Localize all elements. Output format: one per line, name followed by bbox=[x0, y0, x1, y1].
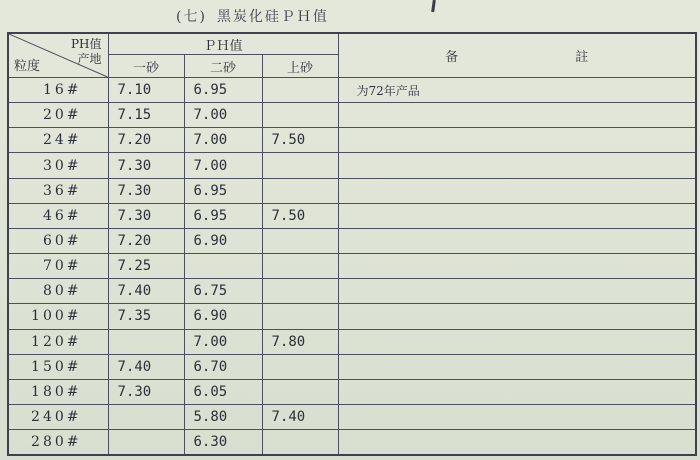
ph-shanghai-cell: 7.40 bbox=[262, 405, 338, 430]
ph-second-cell: 6.95 bbox=[184, 203, 262, 228]
ph-first-cell: 7.10 bbox=[108, 78, 184, 103]
table-row bbox=[8, 78, 696, 103]
ph-second-cell: 6.70 bbox=[184, 354, 262, 379]
ph-first-cell: 7.30 bbox=[108, 379, 184, 404]
ph-first-cell: 7.35 bbox=[108, 304, 184, 329]
ph-first-cell: 7.15 bbox=[108, 103, 184, 128]
ph-shanghai-cell bbox=[262, 354, 338, 379]
note-cell bbox=[338, 178, 696, 203]
ph-second-cell: 7.00 bbox=[184, 153, 262, 178]
ph-second-cell: 6.05 bbox=[184, 379, 262, 404]
grain-cell: 150# bbox=[8, 354, 108, 379]
ph-shanghai-cell: 7.50 bbox=[262, 203, 338, 228]
ph-second-cell: 7.00 bbox=[184, 103, 262, 128]
ph-second-cell: 6.90 bbox=[184, 304, 262, 329]
title-number: (七) bbox=[176, 9, 207, 25]
ph-second-cell: 6.95 bbox=[184, 178, 262, 203]
ph-second-cell: 6.90 bbox=[184, 228, 262, 253]
ph-shanghai-cell bbox=[262, 228, 338, 253]
grain-cell: 280# bbox=[8, 430, 108, 455]
grain-cell: 80# bbox=[8, 279, 108, 304]
table-title bbox=[176, 6, 329, 26]
note-cell bbox=[338, 254, 696, 279]
note-cell bbox=[338, 379, 696, 404]
ph-first-cell bbox=[108, 430, 184, 455]
grain-cell: 60# bbox=[8, 228, 108, 253]
table-row bbox=[8, 178, 696, 203]
col-header-shanghai: 上砂 bbox=[262, 55, 338, 78]
note-cell: 为72年产品 bbox=[338, 78, 696, 103]
table-row bbox=[8, 304, 696, 329]
ph-first-cell bbox=[108, 405, 184, 430]
corner-origin-label: 产地 bbox=[77, 52, 102, 66]
corner-grain-label: 粒度 bbox=[14, 59, 41, 74]
note-cell bbox=[338, 329, 696, 354]
note-cell bbox=[338, 128, 696, 153]
note-cell bbox=[338, 153, 696, 178]
table-row bbox=[8, 153, 696, 178]
table-row bbox=[8, 329, 696, 354]
note-cell bbox=[338, 304, 696, 329]
ph-first-cell: 7.20 bbox=[108, 128, 184, 153]
table-row bbox=[8, 228, 696, 253]
ph-shanghai-cell: 7.80 bbox=[262, 329, 338, 354]
ph-second-cell: 5.80 bbox=[184, 405, 262, 430]
ph-first-cell: 7.30 bbox=[108, 203, 184, 228]
table-row bbox=[8, 128, 696, 153]
header-row-1 bbox=[8, 33, 696, 55]
note-cell bbox=[338, 203, 696, 228]
grain-cell: 120# bbox=[8, 329, 108, 354]
ph-group-header: ＰＨ值 bbox=[108, 33, 338, 55]
ph-shanghai-cell bbox=[262, 304, 338, 329]
table-row bbox=[8, 254, 696, 279]
header-corner-cell bbox=[8, 33, 108, 78]
ph-shanghai-cell bbox=[262, 279, 338, 304]
table-row bbox=[8, 379, 696, 404]
grain-cell: 100# bbox=[8, 304, 108, 329]
ph-shanghai-cell bbox=[262, 78, 338, 103]
note-cell bbox=[338, 354, 696, 379]
ph-shanghai-cell bbox=[262, 379, 338, 404]
ph-second-cell: 7.00 bbox=[184, 128, 262, 153]
ph-table bbox=[7, 32, 697, 456]
table-row bbox=[8, 103, 696, 128]
ph-shanghai-cell bbox=[262, 153, 338, 178]
ph-first-cell: 7.30 bbox=[108, 178, 184, 203]
table-row bbox=[8, 354, 696, 379]
ph-first-cell: 7.40 bbox=[108, 279, 184, 304]
remarks-header: 备 註 bbox=[338, 33, 696, 78]
ph-shanghai-cell: 7.50 bbox=[262, 128, 338, 153]
ph-second-cell: 6.95 bbox=[184, 78, 262, 103]
note-cell bbox=[338, 103, 696, 128]
note-cell bbox=[338, 279, 696, 304]
note-cell bbox=[338, 430, 696, 455]
grain-cell: 70# bbox=[8, 254, 108, 279]
table-row bbox=[8, 203, 696, 228]
note-cell bbox=[338, 228, 696, 253]
ph-second-cell bbox=[184, 254, 262, 279]
ph-second-cell: 6.30 bbox=[184, 430, 262, 455]
col-header-second: 二砂 bbox=[184, 55, 262, 78]
note-cell bbox=[338, 405, 696, 430]
ph-first-cell: 7.40 bbox=[108, 354, 184, 379]
grain-cell: 30# bbox=[8, 153, 108, 178]
ph-first-cell: 7.25 bbox=[108, 254, 184, 279]
grain-cell: 16# bbox=[8, 78, 108, 103]
ph-shanghai-cell bbox=[262, 430, 338, 455]
grain-cell: 36# bbox=[8, 178, 108, 203]
ph-first-cell: 7.30 bbox=[108, 153, 184, 178]
table-row bbox=[8, 405, 696, 430]
ph-second-cell: 7.00 bbox=[184, 329, 262, 354]
ph-shanghai-cell bbox=[262, 103, 338, 128]
corner-ph-label: PH值 bbox=[70, 37, 102, 51]
grain-cell: 20# bbox=[8, 103, 108, 128]
grain-cell: 24# bbox=[8, 128, 108, 153]
grain-cell: 180# bbox=[8, 379, 108, 404]
ph-first-cell bbox=[108, 329, 184, 354]
col-header-first: 一砂 bbox=[108, 55, 184, 78]
ph-first-cell: 7.20 bbox=[108, 228, 184, 253]
table-row bbox=[8, 430, 696, 455]
title-text: 黑炭化硅ＰＨ值 bbox=[216, 9, 329, 25]
grain-cell: 240# bbox=[8, 405, 108, 430]
ph-shanghai-cell bbox=[262, 178, 338, 203]
ph-second-cell: 6.75 bbox=[184, 279, 262, 304]
table-row bbox=[8, 279, 696, 304]
ph-shanghai-cell bbox=[262, 254, 338, 279]
grain-cell: 46# bbox=[8, 203, 108, 228]
